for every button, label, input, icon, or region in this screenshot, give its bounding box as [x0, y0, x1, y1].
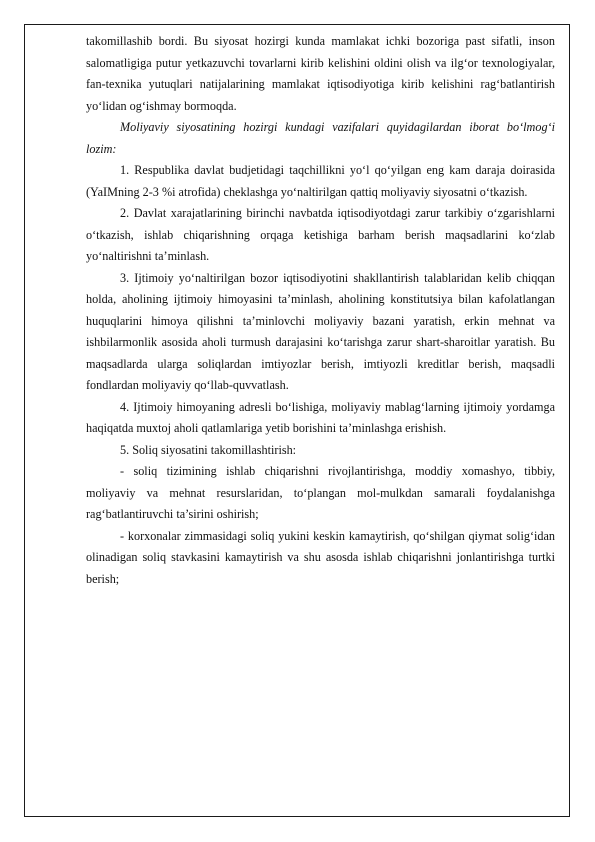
paragraph-intro: takomillashib bordi. Bu siyosat hozirgi kunda mamlakat ichki bozoriga past sifatli, inson salomatligiga putur yetkazuvchi tovarlarni kirib kelishini oldini olish va ilg‘or texnologiyalar, fan-texnika yutuqlari natijalarining mamlakat iqtisodiyotiga kirib kelishini rag‘batlantirish yo‘lidan og‘ishmay bormoqda. [86, 34, 555, 113]
list-item-5: 5. Soliq siyosatini takomillashtirish: [120, 442, 297, 457]
paragraph-tasks-heading: Moliyaviy siyosatining hozirgi kundagi vazifalari quyidagilardan iborat bo‘lmog‘i lozim: [86, 120, 555, 156]
list-item-3: 3. Ijtimoiy yo‘naltirilgan bozor iqtisodiyotini shakllantirish talablaridan kelib chiqqan holda, aholining ijtimoiy himoyasini ta’minlash, aholining konstitutsiya bilan kafolatlangan huquqlarini himoya qilishni ta’minlovchi moliyaviy bazani yaratish, erkin mehnat va ishbilarmonlik asosida aholi turmush darajasini ko‘tarishga zarur shart-sharoitlar yaratish. Bu maqsadlarda ularga soliqlardan imtiyozlar berish, imtiyozli kreditlar berish, maqsadli fondlardan moliyaviy qo‘llab-quvvatlash. [86, 270, 555, 392]
document-body [86, 31, 555, 590]
bullet-item-2: - korxonalar zimmasidagi soliq yukini keskin kamaytirish, qo‘shilgan qiymat solig‘idan olinadigan soliq stavkasini kamaytirish va shu asosda ishlab chiqarishni jonlantirishga turtki berish; [86, 528, 555, 586]
bullet-item-1: - soliq tizimining ishlab chiqarishni rivojlantirishga, moddiy xomashyo, tibbiy, moliyaviy va mehnat resurslaridan, to‘plangan mol-mulkdan samarali foydalanishga rag‘batlantiruvchi ta’sirini oshirish; [86, 464, 555, 521]
list-item-2: 2. Davlat xarajatlarining birinchi navbatda iqtisodiyotdagi zarur tarkibiy o‘zgarishlarni o‘tkazish, ishlab chiqarishning orqaga ketishiga barham berish maqsadlarini ko‘zlab yo‘naltirishni ta’minlash. [86, 206, 555, 263]
list-item-4: 4. Ijtimoiy himoyaning adresli bo‘lishiga, moliyaviy mablag‘larning ijtimoiy yordamga haqiqatda muxtoj aholi qatlamlariga yetib borishini ta’minlashga erishish. [86, 399, 555, 435]
list-item-1: 1. Respublika davlat budjetidagi taqchillikni yo‘l qo‘yilgan eng kam daraja doirasida (YaIMning 2-3 %i atrofida) cheklashga yo‘naltirilgan qattiq moliyaviy siyosatni o‘tkazish. [86, 163, 555, 199]
